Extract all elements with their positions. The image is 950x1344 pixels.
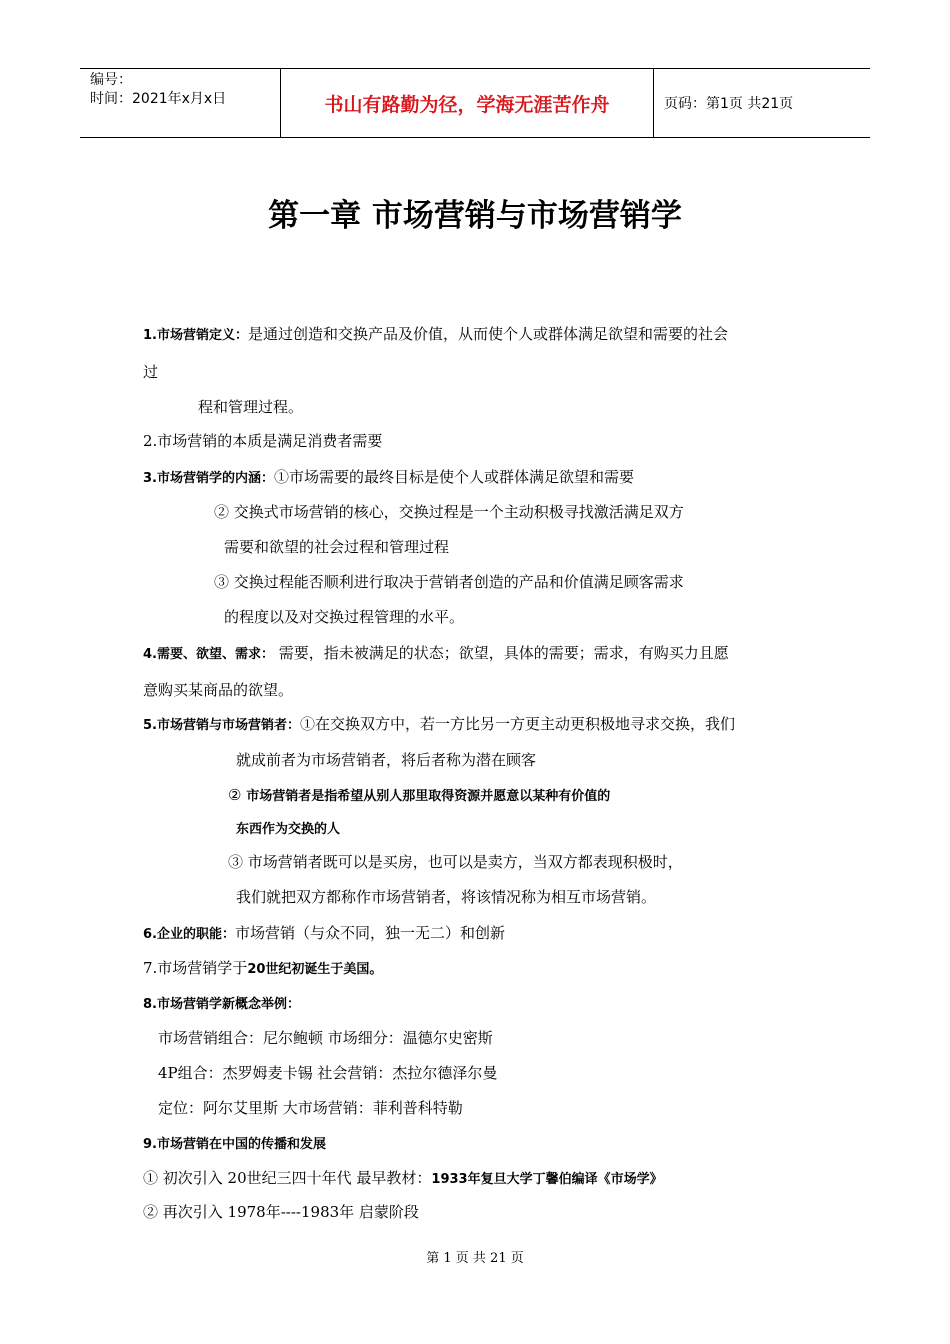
line-14: ② 市场营销者是指希望从别人那里取得资源并愿意以某种有价值的 [228,786,611,804]
line-17: 我们就把双方都称作市场营销者，将该情况称为相互市场营销。 [236,888,657,906]
line-21: 市场营销组合：尼尔鲍顿 市场细分：温德尔史密斯 [158,1029,493,1047]
line-13: 就成前者为市场营销者，将后者称为潜在顾客 [236,751,537,769]
line-26: ② 再次引入 1978年----1983年 启蒙阶段 [143,1203,419,1221]
line-25: ① 初次引入 20世纪三四十年代 最早教材：1933年复旦大学丁馨伯编译《市场学》 [143,1169,663,1187]
line-7: 需要和欲望的社会过程和管理过程 [224,538,450,556]
date-label: 时间：2021年x月x日 [90,91,227,107]
page-footer: 第 1 页 共 21 页 [426,1251,524,1266]
line-9: 的程度以及对交换过程管理的水平。 [224,608,465,626]
line-23: 定位：阿尔艾里斯 大市场营销：菲利普科特勒 [158,1099,463,1117]
line-2: 过 [143,363,159,381]
line-4: 2.市场营销的本质是满足消费者需要 [143,432,383,450]
document-header [80,68,870,138]
line-18: 6.企业的职能：市场营销（与众不同，独一无二）和创新 [143,924,505,942]
line-6: ② 交换式市场营销的核心，交换过程是一个主动积极寻找激活满足双方 [214,503,684,521]
header-page-info: 页码：第1页 共21页 [664,96,794,112]
line-12: 5.市场营销与市场营销者：①在交换双方中，若一方比另一方更主动更积极地寻求交换，我们 [143,715,735,733]
line-10: 4.需要、欲望、需求： 需要，指未被满足的状态；欲望，具体的需要；需求，有购买力且愿 [143,644,729,662]
line-22: 4P组合：杰罗姆麦卡锡 社会营销：杰拉尔德泽尔曼 [158,1064,498,1082]
line-24: 9.市场营销在中国的传播和发展 [143,1137,326,1152]
line-11: 意购买某商品的欲望。 [143,681,294,699]
number-label: 编号： [90,72,132,88]
line-20: 8.市场营销学新概念举例： [143,997,300,1012]
header-meta [80,69,280,137]
line-3: 程和管理过程。 [198,398,304,416]
line-5: 3.市场营销学的内涵：①市场需要的最终目标是使个人或群体满足欲望和需要 [143,468,634,486]
line-15: 东西作为交换的人 [236,822,341,837]
chapter-title: 第一章 市场营销与市场营销学 [268,198,682,234]
header-motto: 书山有路勤为径，学海无涯苦作舟 [280,69,654,137]
line-19: 7.市场营销学于20世纪初诞生于美国。 [143,959,383,977]
line-16: ③ 市场营销者既可以是买房，也可以是卖方，当双方都表现积极时， [228,853,683,871]
line-1: 1.市场营销定义：是通过创造和交换产品及价值，从而使个人或群体满足欲望和需要的社会 [143,325,728,343]
line-8: ③ 交换过程能否顺利进行取决于营销者创造的产品和价值满足顾客需求 [214,573,684,591]
